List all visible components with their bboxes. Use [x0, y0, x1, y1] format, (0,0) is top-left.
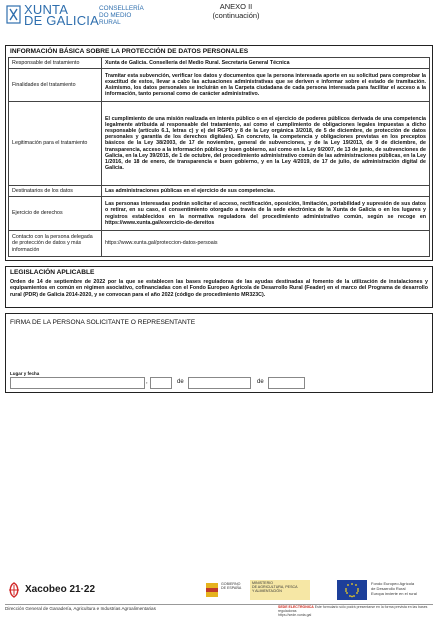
annex-subtitle: (continuación) — [212, 11, 260, 20]
de-separator: de — [257, 379, 264, 385]
eu-feader-logo — [337, 578, 433, 602]
day-field[interactable] — [150, 377, 172, 389]
comma-separator: , — [146, 379, 148, 385]
eu-flag-icon — [337, 580, 367, 600]
row-value: Las administraciones públicas en el ejercicio de sus competencias. — [102, 186, 430, 197]
signature-title: FIRMA DE LA PERSONA SOLICITANTE O REPRESENTANTE — [10, 319, 196, 326]
direction-general-text: Dirección General de Ganadería, Agricultura e Industrias Agroalimentarias — [5, 606, 156, 611]
row-value: Xunta de Galicia. Consellería del Medio Rural. Secretaría General Técnica — [102, 58, 430, 69]
xunta-logo — [6, 2, 144, 28]
ministry-banner: MINISTERIO DE AGRICULTURA, PESCA Y ALIMENTACIÓN — [250, 580, 310, 600]
gobierno-espana-logo — [205, 579, 313, 601]
data-protection-title: INFORMACIÓN BÁSICA SOBRE LA PROTECCIÓN DE DATOS PERSONALES — [10, 48, 249, 55]
table-row — [9, 231, 430, 257]
logo-text-xunta: XUNTA — [24, 2, 69, 17]
table-row — [9, 58, 430, 69]
spain-coat-of-arms-icon — [205, 581, 219, 599]
row-value: Tramitar esta subvención, verificar los datos y documentos que la persona interesada aporte en su solicitud para comprobar la exactitud de estos, llevar a cabo las actuaciones administrativas que se deriven e informar sobre el estado de tramitación. Asimismo, los datos personales se incluirán en la Carpeta ciudadana de cada persona interesada para facilitar el acceso a la información, tanto personal como de carácter administrativo. — [102, 69, 430, 102]
row-label: Legitimación para el tratamiento — [9, 102, 102, 186]
row-label: Destinatarios de los datos — [9, 186, 102, 197]
annex-heading — [196, 2, 276, 20]
sede-electronica-label: SEDE ELECTRÓNICA — [278, 605, 314, 609]
row-label: Finalidades del tratamiento — [9, 69, 102, 102]
legislation-title: LEGISLACIÓN APLICABLE — [10, 269, 95, 276]
sede-electronica-link[interactable]: https://sede.xunta.gal — [278, 613, 312, 617]
row-value: El cumplimiento de una misión realizada en interés público o en el ejercicio de poderes públicos derivada de una competencia legalmente atribuida al responsable del tratamiento, así como el cumplimiento de obligaciones legales impuestas a dicho responsable (artículo 6.1, letras c) y e) del RGPD y 8 de la Ley orgánica 3/2018, de 5 de diciembre, de protección de datos personales y garantía de los derechos digitales). En concreto, la competencia y obligaciones previstas en los preceptos básicos de la Ley 38/2003, de 17 de noviembre, general de subvenciones, y de la Ley 19/2013, de 9 de diciembre, de transparencia, acceso a la información pública y buen gobierno, así como en la Ley 9/2007, de 13 de junio, de subvenciones de Galicia, en la Ley 39/2015, de 1 de octubre, del procedimiento administrativo común de las administraciones públicas, en la Ley 1/2016, de 18 de enero, de transparencia e buen gobierno, y en la Ley 4/2019, de 17 de julio, de administración digital de Galicia. — [102, 102, 430, 186]
table-row — [9, 197, 430, 231]
row-label: Contacto con la persona delegada de protección de datos y más información — [9, 231, 102, 257]
sede-electronica-note — [278, 605, 434, 617]
table-row — [9, 102, 430, 186]
data-protection-table — [8, 57, 430, 257]
row-value: https://www.xunta.gal/proteccion-datos-persoais — [102, 231, 430, 257]
sede-electronica-text: Este formulario sólo podrá presentarse en la forma prevista en las bases reguladoras — [278, 605, 428, 613]
place-field[interactable] — [10, 377, 145, 389]
date-label: Lugar y fecha — [10, 371, 40, 376]
row-label: Responsable del tratamiento — [9, 58, 102, 69]
de-separator: de — [177, 379, 184, 385]
table-row — [9, 186, 430, 197]
year-field[interactable] — [268, 377, 305, 389]
xacobeo-emblem-icon — [6, 582, 22, 598]
legislation-text: Orden de 14 de septiembre de 2022 por la que se establecen las bases reguladoras de las ayudas destinadas al fomento de la utilización de instalaciones y equipamientos en común en régimen asociativo, cofinanciadas con el Fondo Europeo Agrícola de Desarrollo Rural (Feader) en el marco del Programa de desarrollo rural (PDR) de Galicia 2014-2020, y se convocan para el año 2022 (código de procedimiento MR323C). — [10, 279, 428, 298]
eu-fund-text: Fondo Europeo Agrícola de Desarrollo Rural Europa invierte en el rural — [371, 581, 417, 596]
xunta-emblem-icon — [6, 5, 21, 24]
logo-text-galicia: DE GALICIA — [24, 13, 99, 28]
consellaria-name: CONSELLERÍA DO MEDIO RURAL — [99, 5, 144, 26]
xacobeo-logo — [6, 580, 116, 600]
gov-text-left: GOBIERNO DE ESPAÑA — [221, 582, 242, 591]
annex-title: ANEXO II — [219, 2, 253, 11]
xacobeo-text: Xacobeo 21·22 — [25, 584, 96, 595]
row-label: Ejercicio de derechos — [9, 197, 102, 231]
row-value: Las personas interesadas podrán solicitar el acceso, rectificación, oposición, limitación, portabilidad y supresión de sus datos o retirar, en su caso, el consentimiento otorgado a través de la sede electrónica de la Xunta de Galicia o en los lugares y registros establecidos en la normativa reguladora del procedimiento administrativo común, según se recoge en https://www.xunta.gal/exercicio-de-dereitos — [102, 197, 430, 231]
month-field[interactable] — [188, 377, 251, 389]
table-row — [9, 69, 430, 102]
